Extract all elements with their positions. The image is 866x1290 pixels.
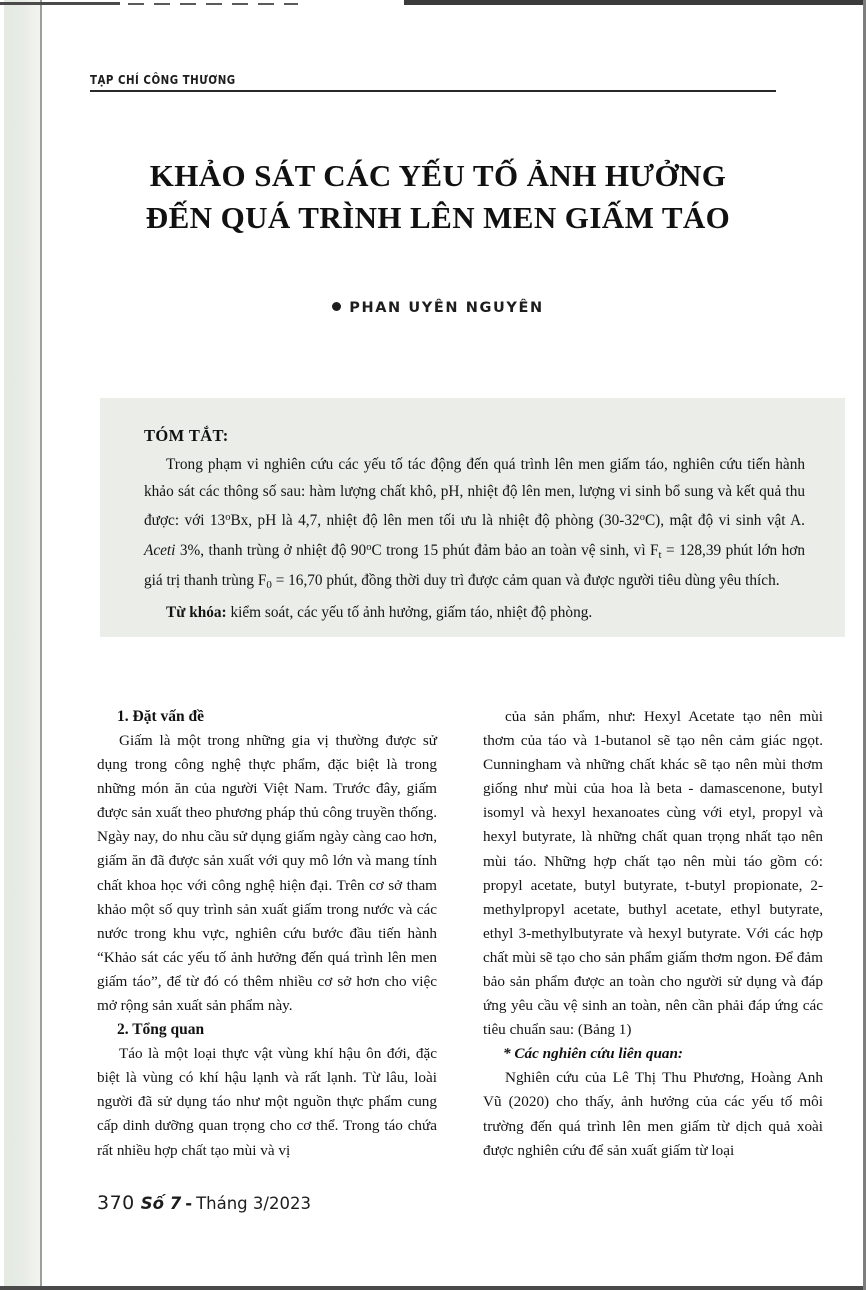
abstract-text-6: = 128,39 phút lớn hơn giá trị thanh trùng F	[144, 541, 806, 589]
footer-date: Tháng 3/2023	[196, 1194, 311, 1213]
abstract-text-2: Bx, pH là 4,7, nhiệt độ lên men tối ưu là nhiệt độ phòng (30-32	[230, 512, 640, 529]
page-footer	[97, 1192, 311, 1214]
right-paragraph-2: Nghiên cứu của Lê Thị Thu Phương, Hoàng Anh Vũ (2020) cho thấy, ảnh hưởng của các yếu tố môi trường đến quá trình lên men giấm từ dịch quả xoài được nghiên cứu để sản xuất giấm từ loại	[483, 1069, 823, 1159]
page-title	[100, 155, 776, 239]
abstract-degree-2: o	[639, 512, 645, 523]
abstract-heading: TÓM TẮT:	[144, 426, 229, 445]
abstract-subscript-0: 0	[266, 579, 272, 591]
title-line-2: ĐẾN QUÁ TRÌNH LÊN MEN GIẤM TÁO	[145, 200, 731, 235]
running-head	[90, 72, 790, 92]
column-right	[483, 705, 823, 1163]
abstract-paragraph	[144, 452, 805, 599]
keywords-label: Từ khóa:	[166, 603, 227, 621]
title-line-1: KHẢO SÁT CÁC YẾU TỐ ẢNH HƯỞNG	[149, 158, 727, 193]
abstract-text-5: C trong 15 phút đảm bảo an toàn vệ sinh, vì F	[371, 541, 659, 559]
section-heading-2: 2. Tổng quan	[117, 1021, 205, 1039]
related-studies-subheading: * Các nghiên cứu liên quan:	[503, 1045, 683, 1063]
abstract-text-4: 3%, thanh trùng ở nhiệt độ 90	[175, 541, 367, 559]
abstract-text-3: C), mật độ vi sinh vật A.	[644, 512, 805, 529]
author-byline	[100, 299, 776, 317]
abstract-degree-3: o	[366, 541, 372, 553]
right-paragraph-1: của sản phẩm, như: Hexyl Acetate tạo nên mùi thơm của táo và 1-butanol sẽ tạo nên cảm giác ngọt. Cunningham và những chất khác sẽ tạo nên mùi thơm giống như mùi của hoa là beta - damascenone, butyl isomyl và hexyl hexanoates cùng với etyl, propyl và hexyl butyrate, là những chất quan trọng nhất tạo nên mùi táo. Những hợp chất tạo nên mùi táo gồm có: propyl acetate, butyl butyrate, t-butyl propionate, 2-methylpropyl acetate, buthyl acetate, ethyl butyrate, ethyl 3-methylbutyrate và hexyl butyrate. Với các hợp chất mùi sẽ tạo cho sản phẩm giấm thơm ngon. Để đảm bảo sản phẩm được an toàn cho người sử dụng và đáp ứng yêu cầu vệ sinh an toàn, nên cần phải đáp ứng các tiêu chuẩn sau: (Bảng 1)	[483, 708, 823, 1039]
abstract-degree-1: o	[225, 512, 231, 523]
abstract-species: Aceti	[144, 541, 176, 559]
section-1-paragraph: Giấm là một trong những gia vị thường được sử dụng trong công nghệ thực phẩm, đặc biệt là trong những món ăn của người Việt Nam. Trước đây, giấm được sản xuất theo phương pháp thủ công truyền thống. Ngày nay, do nhu cầu sử dụng giấm ngày càng cao hơn, giấm ăn đã được sản xuất với quy mô lớn và mang tính chất khoa học với công nghệ hiện đại. Trên cơ sở tham khảo một số quy trình sản xuất giấm trong nước và các nước trong khu vực, nghiên cứu bước đầu tiến hành “Khảo sát các yếu tố ảnh hưởng đến quá trình lên men giấm táo”, để từ đó có thêm nhiều cơ sở hơn cho việc mở rộng sản xuất sản phẩm này.	[97, 732, 437, 1015]
abstract-text-1: Trong phạm vi nghiên cứu các yếu tố tác động đến quá trình lên men giấm táo, nghiên cứu tiến hành khảo sát các thông số sau: hàm lượng chất khô, pH, nhiệt độ lên men, lượng vi sinh bổ sung và kết quả thu được: với 13	[144, 456, 805, 529]
bullet-icon	[332, 302, 341, 311]
column-left	[97, 705, 437, 1163]
footer-separator: -	[185, 1194, 193, 1213]
section-2-paragraph: Táo là một loại thực vật vùng khí hậu ôn đới, đặc biệt là vùng có khí hậu lạnh và rất lạnh. Từ lâu, loài người đã sử dụng táo như một nguồn thực phẩm cung cấp dinh dưỡng quan trọng cho cơ thể. Trong táo chứa rất nhiều hợp chất tạo mùi và vị	[97, 1045, 437, 1159]
footer-issue: Số 7	[140, 1194, 182, 1213]
abstract-subscript-t: t	[658, 548, 662, 561]
abstract-inner	[144, 426, 805, 626]
body-columns	[97, 705, 849, 1159]
journal-name: TẠP CHÍ CÔNG THƯƠNG	[90, 72, 236, 87]
running-head-rule	[90, 90, 776, 92]
keywords-value: kiểm soát, các yếu tố ảnh hưởng, giấm táo, nhiệt độ phòng.	[226, 603, 593, 621]
abstract-text-7: = 16,70 phút, đồng thời duy trì được cảm quan và được người tiêu dùng yêu thích.	[271, 572, 780, 589]
author-name: PHAN UYÊN NGUYÊN	[349, 300, 544, 316]
section-heading-1: 1. Đặt vấn đề	[117, 708, 204, 725]
abstract-box	[100, 398, 845, 637]
footer-page-number: 370	[97, 1192, 135, 1214]
abstract-keywords	[144, 600, 805, 627]
